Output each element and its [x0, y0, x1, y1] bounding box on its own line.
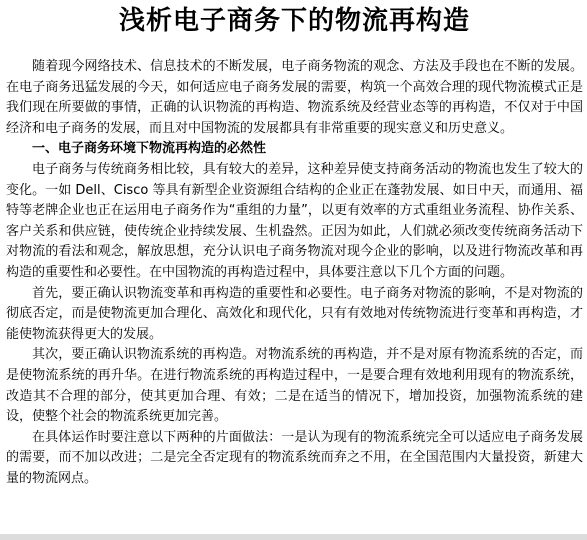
paragraph-section-1: 电子商务与传统商务相比较，具有较大的差异，这种差异使支持商务活动的物流也发生了较大的变化。一如 Dell、Cisco 等具有新型企业资源组合结构的企业正在蓬勃发展、如日中天，而通用、福特等老牌企业也正在运用电子商务作为“重组的力量”，以更有效率的方式重组业务流程、协作关系、客户关系和供应链，使传统企业持续发展、生机盎然。正因为如此，人们就必须改变传统商务活动下对物流的看法和观念，解放思想，充分认识电子商务物流对现今企业的影响，以及进行物流改革和再构造的重要性和必要性。在中国物流的再构造过程中，具体要注意以下几个方面的问题。 [6, 161, 583, 280]
bottom-scroll-edge [0, 534, 587, 540]
paragraph-intro: 随着现今网络技术、信息技术的不断发展，电子商务物流的观念、方法及手段也在不断的发展。在电子商务迅猛发展的今天，如何适应电子商务发展的需要，构筑一个高效合理的现代物流模式正是我们现在所要做的事情，正确的认识物流的再构造、物流系统及经营业态等的再构造，不仅对于中国经济和电子商务的发展，而且对中国物流的发展都具有非常重要的现实意义和历史意义。 [6, 59, 583, 136]
paragraph-caution: 在具体运作时要注意以下两种的片面做法：一是认为现有的物流系统完全可以适应电子商务发展的需要，而不加以改进；二是完全否定现有的物流系统而弃之不用，在全国范围内大量投资，新建大量的物流网点。 [6, 429, 583, 486]
paragraph-second-point: 其次，要正确认识物流系统的再构造。对物流系统的再构造，并不是对原有物流系统的否定，而是使物流系统的再升华。在进行物流系统的再构造过程中，一是要合理有效地利用现有的物流系统，改造其不合理的部分，使其更加合理、有效；二是在适当的情况下，增加投资，加强物流系统的建设，使整个社会的物流系统更加完善。 [6, 347, 583, 425]
section-heading-1: 一、电子商务环境下物流再构造的必然性 [32, 141, 267, 157]
document-title: 浅析电子商务下的物流再构造 [118, 6, 470, 36]
document-body [6, 57, 583, 489]
paragraph-first-point: 首先，要正确认识物流变革和再构造的重要性和必要性。电子商务对物流的影响，不是对物流的彻底否定，而是使物流更加合理化、高效化和现代化，只有有效地对传统物流进行变革和再构造，才能使物流获得更大的发展。 [6, 285, 583, 342]
